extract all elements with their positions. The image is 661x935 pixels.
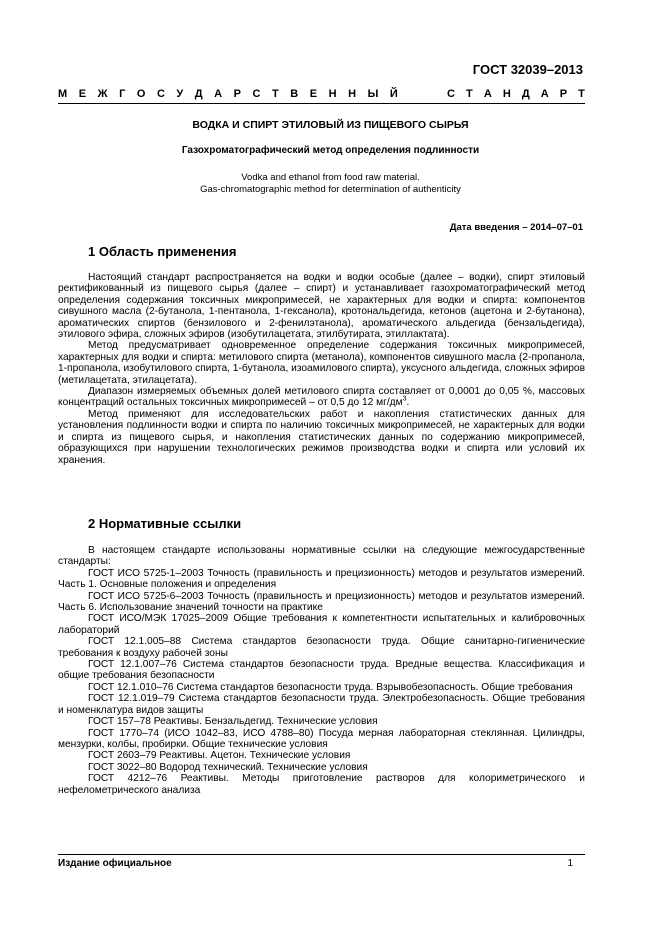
paragraph: Метод предусматривает одновременное определение содержания токсичных микропримесей, характерных для водки и спирта: метилового спирта (метанола), компонентов сивушного масла (2-пропанола, 1-пропанола, изобутилового спирта, 1-бутанола, изоамилового спирта), уксусного альдегида, сложных эфиров (метилацетата, этилацетата).	[58, 340, 585, 386]
section-2-body	[58, 545, 585, 796]
reference-item: ГОСТ 1770–74 (ИСО 1042–83, ИСО 4788–80) Посуда мерная лабораторная стеклянная. Цилиндры, мензурки, колбы, пробирки. Общие технические условия	[58, 727, 585, 750]
section-1-heading: 1 Область применения	[88, 244, 237, 259]
reference-item: ГОСТ 4212–76 Реактивы. Методы приготовление растворов для колориметрического и нефелометрического анализа	[58, 773, 585, 796]
banner-letter: С	[447, 88, 455, 100]
banner-letter: Е	[309, 88, 318, 100]
reference-item: В настоящем стандарте использованы нормативные ссылки на следующие межгосударственные стандарты:	[58, 545, 585, 568]
reference-item: ГОСТ 12.1.005–88 Система стандартов безопасности труда. Общие санитарно-гигиенические требования к воздуху рабочей зоны	[58, 636, 585, 659]
banner-letter: Т	[272, 88, 279, 100]
section-1-body	[58, 272, 585, 466]
banner-letter: Н	[348, 88, 357, 100]
banner-letter: У	[176, 88, 184, 100]
paragraph: Метод применяют для исследовательских работ и накопления статистических данных для установления подлинности водки и спирта по наличию токсичных микропримесей, не характерных для водки и спирта из пищевого сырья, и накопления статистических данных по содержанию микропримесей, образующихся при нарушении технологических режимов производства водки и спирта или условий их хранения.	[58, 408, 585, 466]
footer-divider	[58, 854, 585, 855]
section-2-heading: 2 Нормативные ссылки	[88, 516, 242, 531]
english-title	[0, 172, 661, 196]
introduction-date: Дата введения – 2014–07–01	[449, 222, 583, 233]
banner-letter: Т	[578, 88, 585, 100]
english-title-line-2: Gas-chromatographic method for determination of authenticity	[200, 184, 461, 195]
banner-letter: Д	[521, 88, 530, 100]
paragraph: Настоящий стандарт распространяется на водки и водки особые (далее – водки), спирт этиловый ректификованный из пищевого сырья (далее – спирт) и устанавливает газохроматографический метод определения содержания токсичных микропримесей, не характерных для водки и спирта: компонентов сивушного масла (2-бутанола, 1-пентанола, 1-гексанола), кротональдегида, кетонов (ацетона и 2-бутанона), ароматических спиртов (бензилового и 2-фенилэтанола), ароматического альдегида (бензальдегида), этилового эфира, сложных эфиров (изобутилацетата, этилбутирата, этиллактата).	[58, 272, 585, 341]
reference-item: ГОСТ 12.1.010–76 Система стандартов безопасности труда. Взрывобезопасность. Общие требования	[88, 681, 573, 693]
paragraph-text: Диапазон измеряемых объемных долей метилового спирта составляет от 0,0001 до 0,05 %, массовых концентраций остальных токсичных микропримесей – от 0,5 до 12 мг/дм	[58, 386, 585, 409]
paragraph	[58, 386, 585, 409]
banner-word-standard	[447, 88, 585, 100]
banner-letter: М	[58, 88, 68, 100]
reference-item: ГОСТ 2603–79 Реактивы. Ацетон. Технические условия	[88, 750, 351, 762]
reference-item: ГОСТ ИСО 5725-6–2003 Точность (правильность и прецизионность) методов и результатов измерений. Часть 6. Использование значений точности на практике	[58, 590, 585, 614]
reference-item: ГОСТ 157–78 Реактивы. Бензальдегид. Технические условия	[88, 716, 378, 728]
superscript: 3	[402, 396, 407, 404]
banner-letter: А	[214, 88, 223, 100]
banner-letter: Н	[328, 88, 337, 100]
reference-item: ГОСТ 3022–80 Водород технический. Технические условия	[88, 761, 368, 773]
banner-letter: А	[540, 88, 549, 100]
banner-letter: В	[290, 88, 299, 100]
reference-item: ГОСТ ИСО 5725-1–2003 Точность (правильность и прецизионность) методов и результатов измерений. Часть 1. Основные положения и определения	[58, 567, 585, 591]
banner-letter: Д	[194, 88, 203, 100]
page-number: 1	[567, 858, 573, 869]
banner-letter: Н	[502, 88, 511, 100]
english-title-line-1: Vodka and ethanol from food raw material.	[241, 172, 420, 183]
banner-letter: С	[156, 88, 165, 100]
reference-item: ГОСТ ИСО/МЭК 17025–2009 Общие требования к компетентности испытательных и калибровочных лабораторий	[58, 613, 585, 636]
banner-letter: Ы	[367, 88, 379, 100]
banner-letter: Ж	[97, 88, 108, 100]
banner-letter: Р	[233, 88, 241, 100]
banner-letter: Й	[389, 88, 398, 100]
banner-letter: Е	[78, 88, 87, 100]
banner-letter: О	[136, 88, 146, 100]
standard-code: ГОСТ 32039–2013	[472, 62, 583, 77]
reference-item: ГОСТ 12.1.019–79 Система стандартов безопасности труда. Электробезопасность. Общие требования и номенклатура видов защиты	[58, 693, 585, 716]
document-title: ВОДКА И СПИРТ ЭТИЛОВЫЙ ИЗ ПИЩЕВОГО СЫРЬЯ	[192, 119, 469, 131]
banner-letter: Т	[466, 88, 473, 100]
official-edition-label: Издание официальное	[58, 858, 172, 869]
banner-letter: А	[483, 88, 492, 100]
document-subtitle: Газохроматографический метод определения подлинности	[181, 145, 480, 156]
banner-word-interstate	[58, 88, 398, 100]
banner-letter: Г	[119, 88, 126, 100]
banner-letter: С	[252, 88, 261, 100]
reference-item: ГОСТ 12.1.007–76 Система стандартов безопасности труда. Вредные вещества. Классификация и общие требования безопасности	[58, 659, 585, 682]
standard-banner	[58, 88, 585, 104]
paragraph-end: .	[406, 397, 410, 409]
banner-letter: Р	[559, 88, 568, 100]
